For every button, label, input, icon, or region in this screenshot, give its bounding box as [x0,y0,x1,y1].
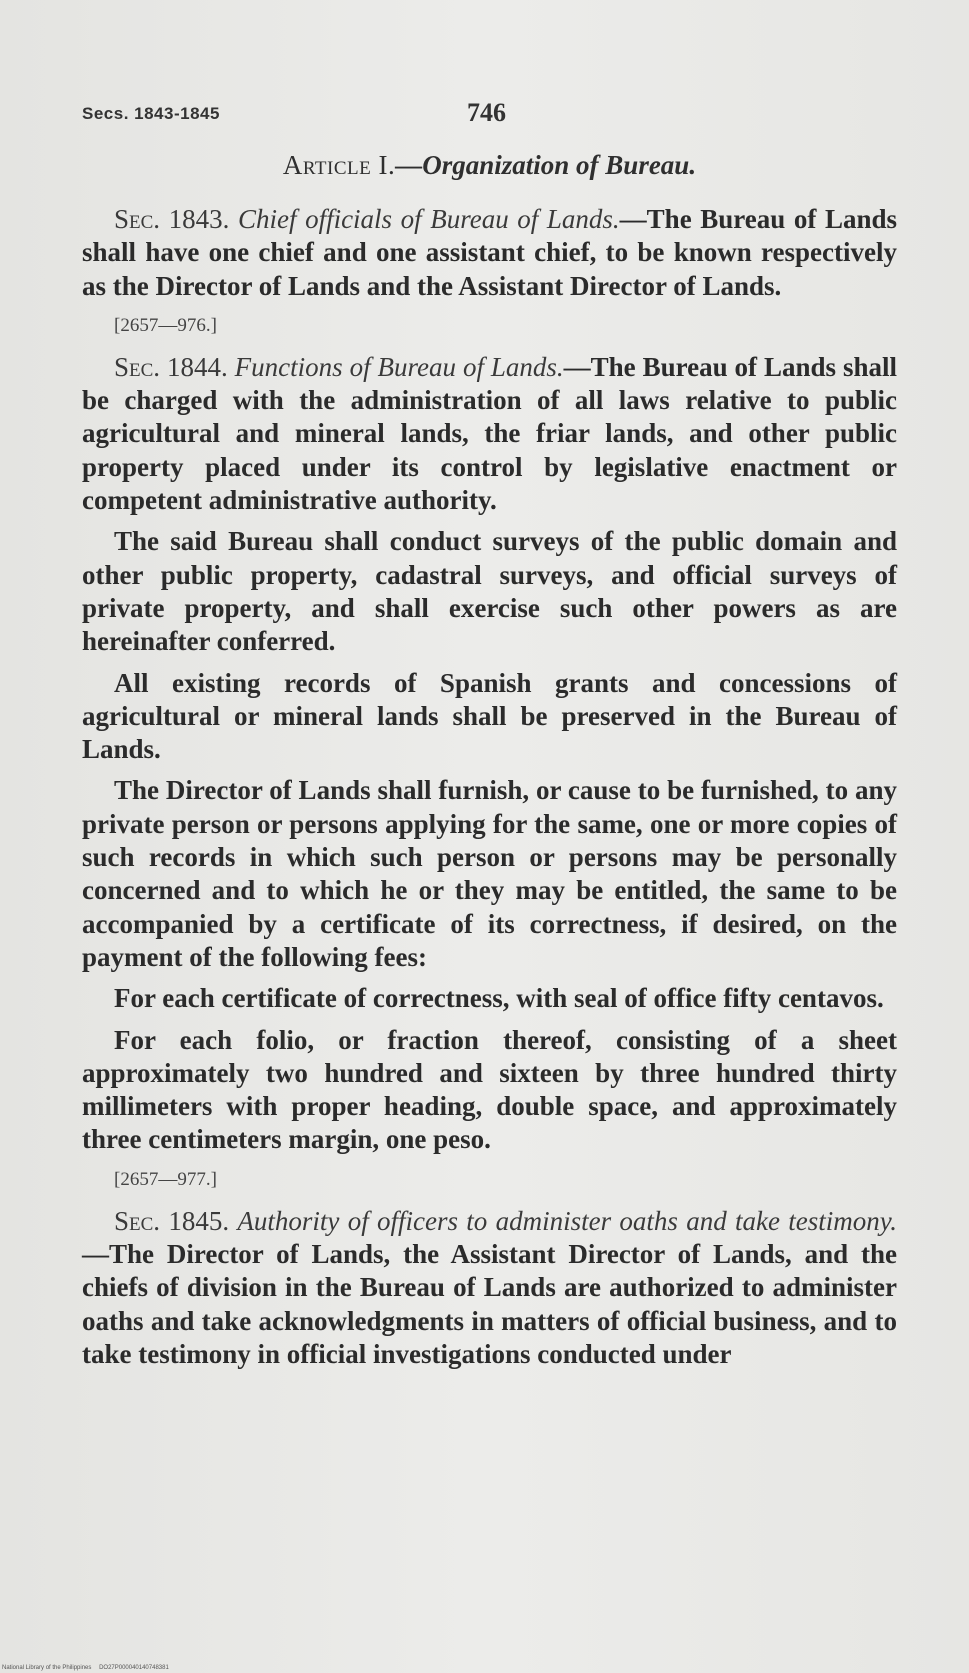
paragraph-surveys: The said Bureau shall conduct surveys of the public domain and other public property, cadastral surveys, and official surveys of private property, and shall exercise such other powers as are hereinafter conferred. [82,526,897,657]
scan-footer [2,1665,175,1671]
page-number: 746 [467,98,506,127]
page-header [82,98,897,128]
article-label: Article I. [282,150,396,180]
section-title: Functions of Bureau of Lands. [234,351,564,382]
article-heading [82,150,897,181]
section-1845 [82,1205,897,1371]
section-title: Authority of officers to administer oaths and take testimony. [237,1205,898,1236]
section-1844 [82,351,897,517]
footer-identifier: DO27P000040140748381 [99,1665,169,1671]
running-head: Secs. 1843-1845 [82,104,220,123]
section-label: Sec. 1845. [114,1205,230,1236]
paragraph-records: All existing records of Spanish grants and concessions of agricultural or mineral lands shall be preserved in the Bureau of Lands. [82,667,897,765]
body-text [82,203,897,1379]
section-1843 [82,203,897,303]
footer-library: National Library of the Philippines [2,1665,92,1671]
section-label: Sec. 1843. [114,204,230,234]
section-label: Sec. 1844. [114,351,228,382]
paragraph-copies: The Director of Lands shall furnish, or cause to be furnished, to any private person or persons applying for the same, one or more copies of such records in which such person or persons may be personally concerned and to which he or they may be entitled, the same to be accompanied by a certificate of its correctness, if desired, on the payment of the following fees: [82,775,897,972]
paragraph-certificate-fee: For each certificate of correctness, with seal of office fifty centavos. [114,983,884,1014]
paragraph-folio-fee: For each folio, or fraction thereof, consisting of a sheet approximately two hundred and sixteen by three hundred thirty millimeters with proper heading, double space, and approximately three centimeters margin, one peso. [82,1024,897,1155]
section-text: —The Director of Lands, the Assistant Director of Lands, and the chiefs of division in the Bureau of Lands are authorized to administer oaths and take acknowledgments in matters of official business, and to take testimony in official investigations conducted under [82,1239,897,1369]
article-title: —Organization of Bureau. [395,150,697,180]
section-text: —The Bureau of Lands shall be charged with the administration of all laws relative to public agricultural and mineral lands, the friar lands, and other public property placed under its control by legislative enactment or competent administrative authority. [82,351,897,516]
section-title: Chief officials of Bureau of Lands. [237,204,620,234]
reference-citation: [2657—976.] [114,314,217,336]
section-text: —The Bureau of Lands shall have one chief and one assistant chief, to be known respectively as the Director of Lands and the Assistant Director of Lands. [82,204,897,301]
reference-citation: [2657—977.] [114,1168,217,1190]
